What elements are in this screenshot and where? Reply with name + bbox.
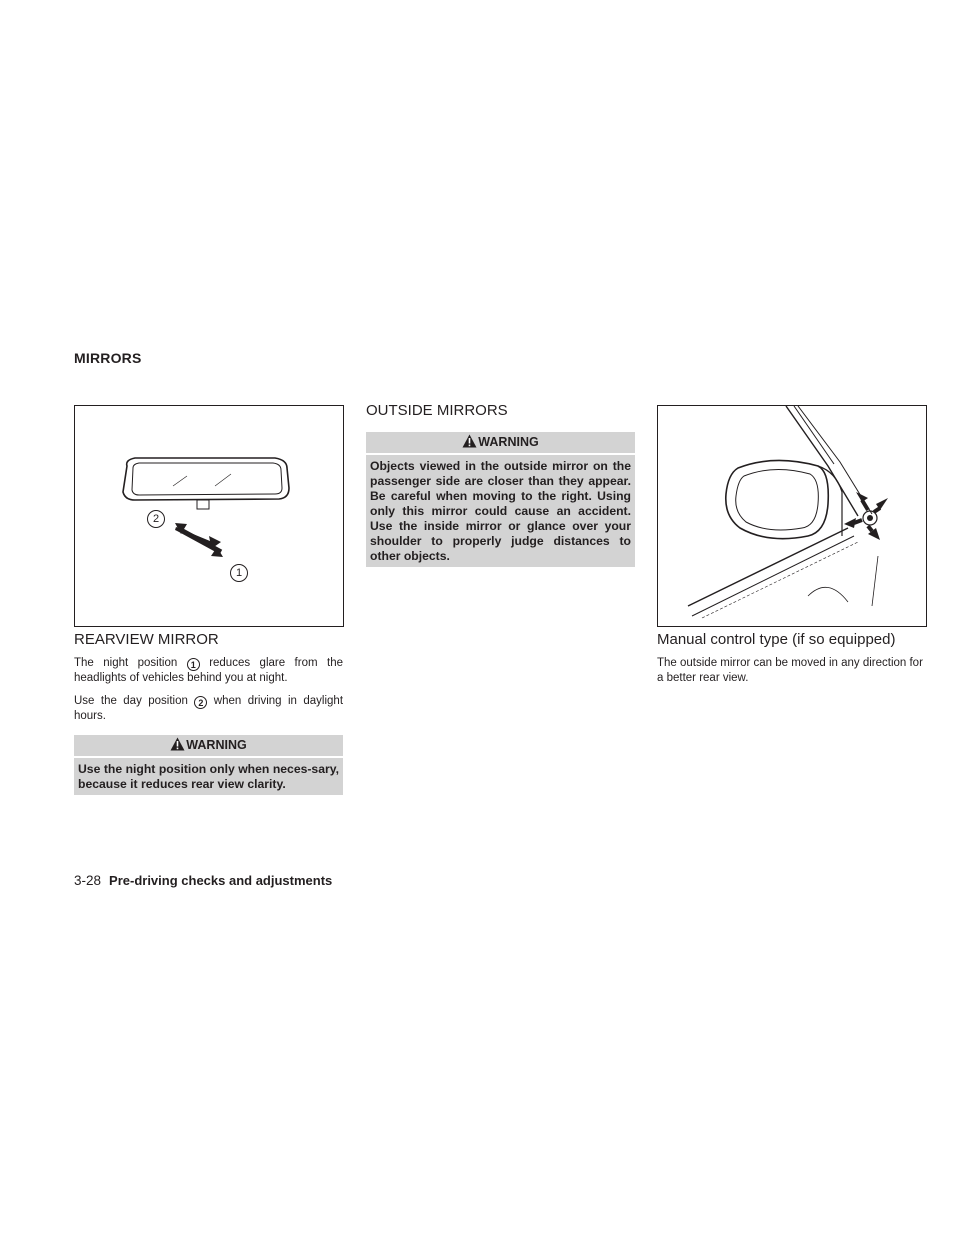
outside-mirror-illustration [658,406,926,626]
outside-mirror-figure [657,405,927,627]
page-footer [74,873,332,888]
outside-mirrors-heading: OUTSIDE MIRRORS [366,402,508,419]
manual-control-text: The outside mirror can be moved in any direction for a better rear view. [657,657,923,684]
rearview-para-night: The night position 1 reduces glare from the headlights of vehicles behind you at night. [74,657,343,684]
page-number: 3-28 [74,873,102,888]
outside-warning [366,432,635,567]
rearview-warning [74,735,343,795]
warning-text: Use the night position only when neces-sary, because it reduces rear view clarity. [74,758,343,795]
chapter-title: Pre-driving checks and adjustments [109,873,333,888]
warning-triangle-icon [170,737,185,751]
warning-header: WARNING [74,735,343,756]
marker-2: 2 [194,696,207,709]
marker-1: 1 [187,658,200,671]
rearview-para-day: Use the day position 2 when driving in daylight hours. [74,695,344,722]
rearview-body [74,656,343,732]
rearview-heading: REARVIEW MIRROR [74,631,219,648]
rearview-mirror-illustration [75,406,343,626]
manual-control-heading: Manual control type (if so equipped) [657,631,896,648]
warning-triangle-icon [462,434,477,448]
rearview-mirror-figure [74,405,344,627]
marker-circle-2: 2 [147,510,165,528]
marker-circle-1: 1 [230,564,248,582]
warning-header: WARNING [366,432,635,453]
warning-text: Objects viewed in the outside mirror on the passenger side are closer than they appear. Be careful when moving to the right. Using only this mirror could cause an accident. Use the inside mirror or glance over your shoulder to properly judge distances to other objects. [366,455,635,567]
section-title: MIRRORS [74,350,142,366]
